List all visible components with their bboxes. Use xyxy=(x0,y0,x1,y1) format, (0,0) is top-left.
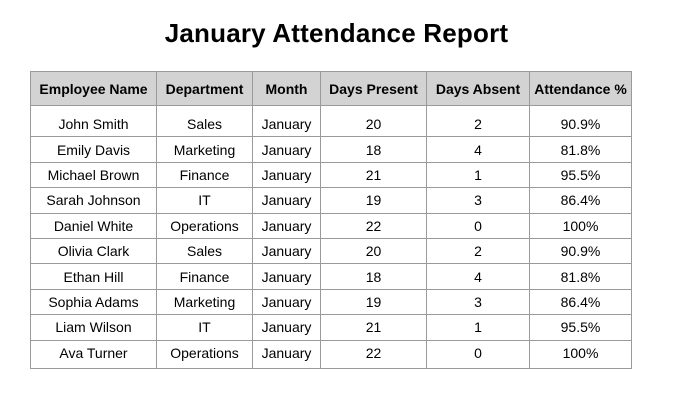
cell-month: January xyxy=(253,188,321,213)
cell-department: Finance xyxy=(157,162,253,187)
cell-days-present: 20 xyxy=(321,106,427,137)
cell-days-absent: 4 xyxy=(427,264,530,289)
cell-employee-name: Sophia Adams xyxy=(31,289,157,314)
cell-days-present: 22 xyxy=(321,340,427,368)
cell-attendance-percent: 86.4% xyxy=(530,289,632,314)
cell-days-absent: 1 xyxy=(427,315,530,340)
column-header-employee-name: Employee Name xyxy=(31,72,157,106)
cell-attendance-percent: 90.9% xyxy=(530,238,632,263)
cell-employee-name: Olivia Clark xyxy=(31,238,157,263)
cell-attendance-percent: 86.4% xyxy=(530,188,632,213)
cell-days-absent: 3 xyxy=(427,289,530,314)
cell-attendance-percent: 95.5% xyxy=(530,315,632,340)
cell-employee-name: Ava Turner xyxy=(31,340,157,368)
cell-days-present: 18 xyxy=(321,264,427,289)
cell-days-present: 21 xyxy=(321,315,427,340)
cell-month: January xyxy=(253,289,321,314)
page-title: January Attendance Report xyxy=(164,18,509,48)
cell-month: January xyxy=(253,213,321,238)
cell-days-absent: 2 xyxy=(427,238,530,263)
cell-department: IT xyxy=(157,188,253,213)
cell-days-present: 19 xyxy=(321,188,427,213)
cell-month: January xyxy=(253,315,321,340)
cell-month: January xyxy=(253,162,321,187)
cell-days-absent: 3 xyxy=(427,188,530,213)
cell-days-absent: 0 xyxy=(427,340,530,368)
cell-employee-name: Ethan Hill xyxy=(31,264,157,289)
table-row xyxy=(31,188,632,213)
cell-attendance-percent: 90.9% xyxy=(530,106,632,137)
cell-days-present: 20 xyxy=(321,238,427,263)
column-header-department: Department xyxy=(157,72,253,106)
cell-month: January xyxy=(253,340,321,368)
cell-days-absent: 2 xyxy=(427,106,530,137)
table-row xyxy=(31,162,632,187)
cell-days-present: 19 xyxy=(321,289,427,314)
cell-days-present: 22 xyxy=(321,213,427,238)
cell-month: January xyxy=(253,137,321,162)
cell-month: January xyxy=(253,106,321,137)
table-row xyxy=(31,340,632,368)
cell-attendance-percent: 100% xyxy=(530,213,632,238)
cell-department: Operations xyxy=(157,213,253,238)
cell-employee-name: Liam Wilson xyxy=(31,315,157,340)
cell-days-absent: 4 xyxy=(427,137,530,162)
cell-attendance-percent: 100% xyxy=(530,340,632,368)
cell-department: Marketing xyxy=(157,137,253,162)
table-row xyxy=(31,315,632,340)
cell-employee-name: Emily Davis xyxy=(31,137,157,162)
cell-employee-name: John Smith xyxy=(31,106,157,137)
column-header-days-present: Days Present xyxy=(321,72,427,106)
table-row xyxy=(31,289,632,314)
table-row xyxy=(31,106,632,137)
cell-month: January xyxy=(253,264,321,289)
table-row xyxy=(31,238,632,263)
cell-employee-name: Sarah Johnson xyxy=(31,188,157,213)
cell-department: Finance xyxy=(157,264,253,289)
table-row xyxy=(31,213,632,238)
cell-department: Operations xyxy=(157,340,253,368)
cell-attendance-percent: 81.8% xyxy=(530,137,632,162)
column-header-month: Month xyxy=(253,72,321,106)
cell-days-absent: 1 xyxy=(427,162,530,187)
table-row xyxy=(31,264,632,289)
cell-department: Sales xyxy=(157,106,253,137)
cell-days-absent: 0 xyxy=(427,213,530,238)
cell-days-present: 18 xyxy=(321,137,427,162)
table-row xyxy=(31,137,632,162)
column-header-attendance-percent: Attendance % xyxy=(530,72,632,106)
column-header-days-absent: Days Absent xyxy=(427,72,530,106)
table-header-row xyxy=(31,72,632,106)
cell-attendance-percent: 95.5% xyxy=(530,162,632,187)
cell-department: Sales xyxy=(157,238,253,263)
attendance-table xyxy=(30,71,632,369)
cell-employee-name: Daniel White xyxy=(31,213,157,238)
cell-department: IT xyxy=(157,315,253,340)
cell-days-present: 21 xyxy=(321,162,427,187)
cell-employee-name: Michael Brown xyxy=(31,162,157,187)
cell-department: Marketing xyxy=(157,289,253,314)
cell-month: January xyxy=(253,238,321,263)
cell-attendance-percent: 81.8% xyxy=(530,264,632,289)
